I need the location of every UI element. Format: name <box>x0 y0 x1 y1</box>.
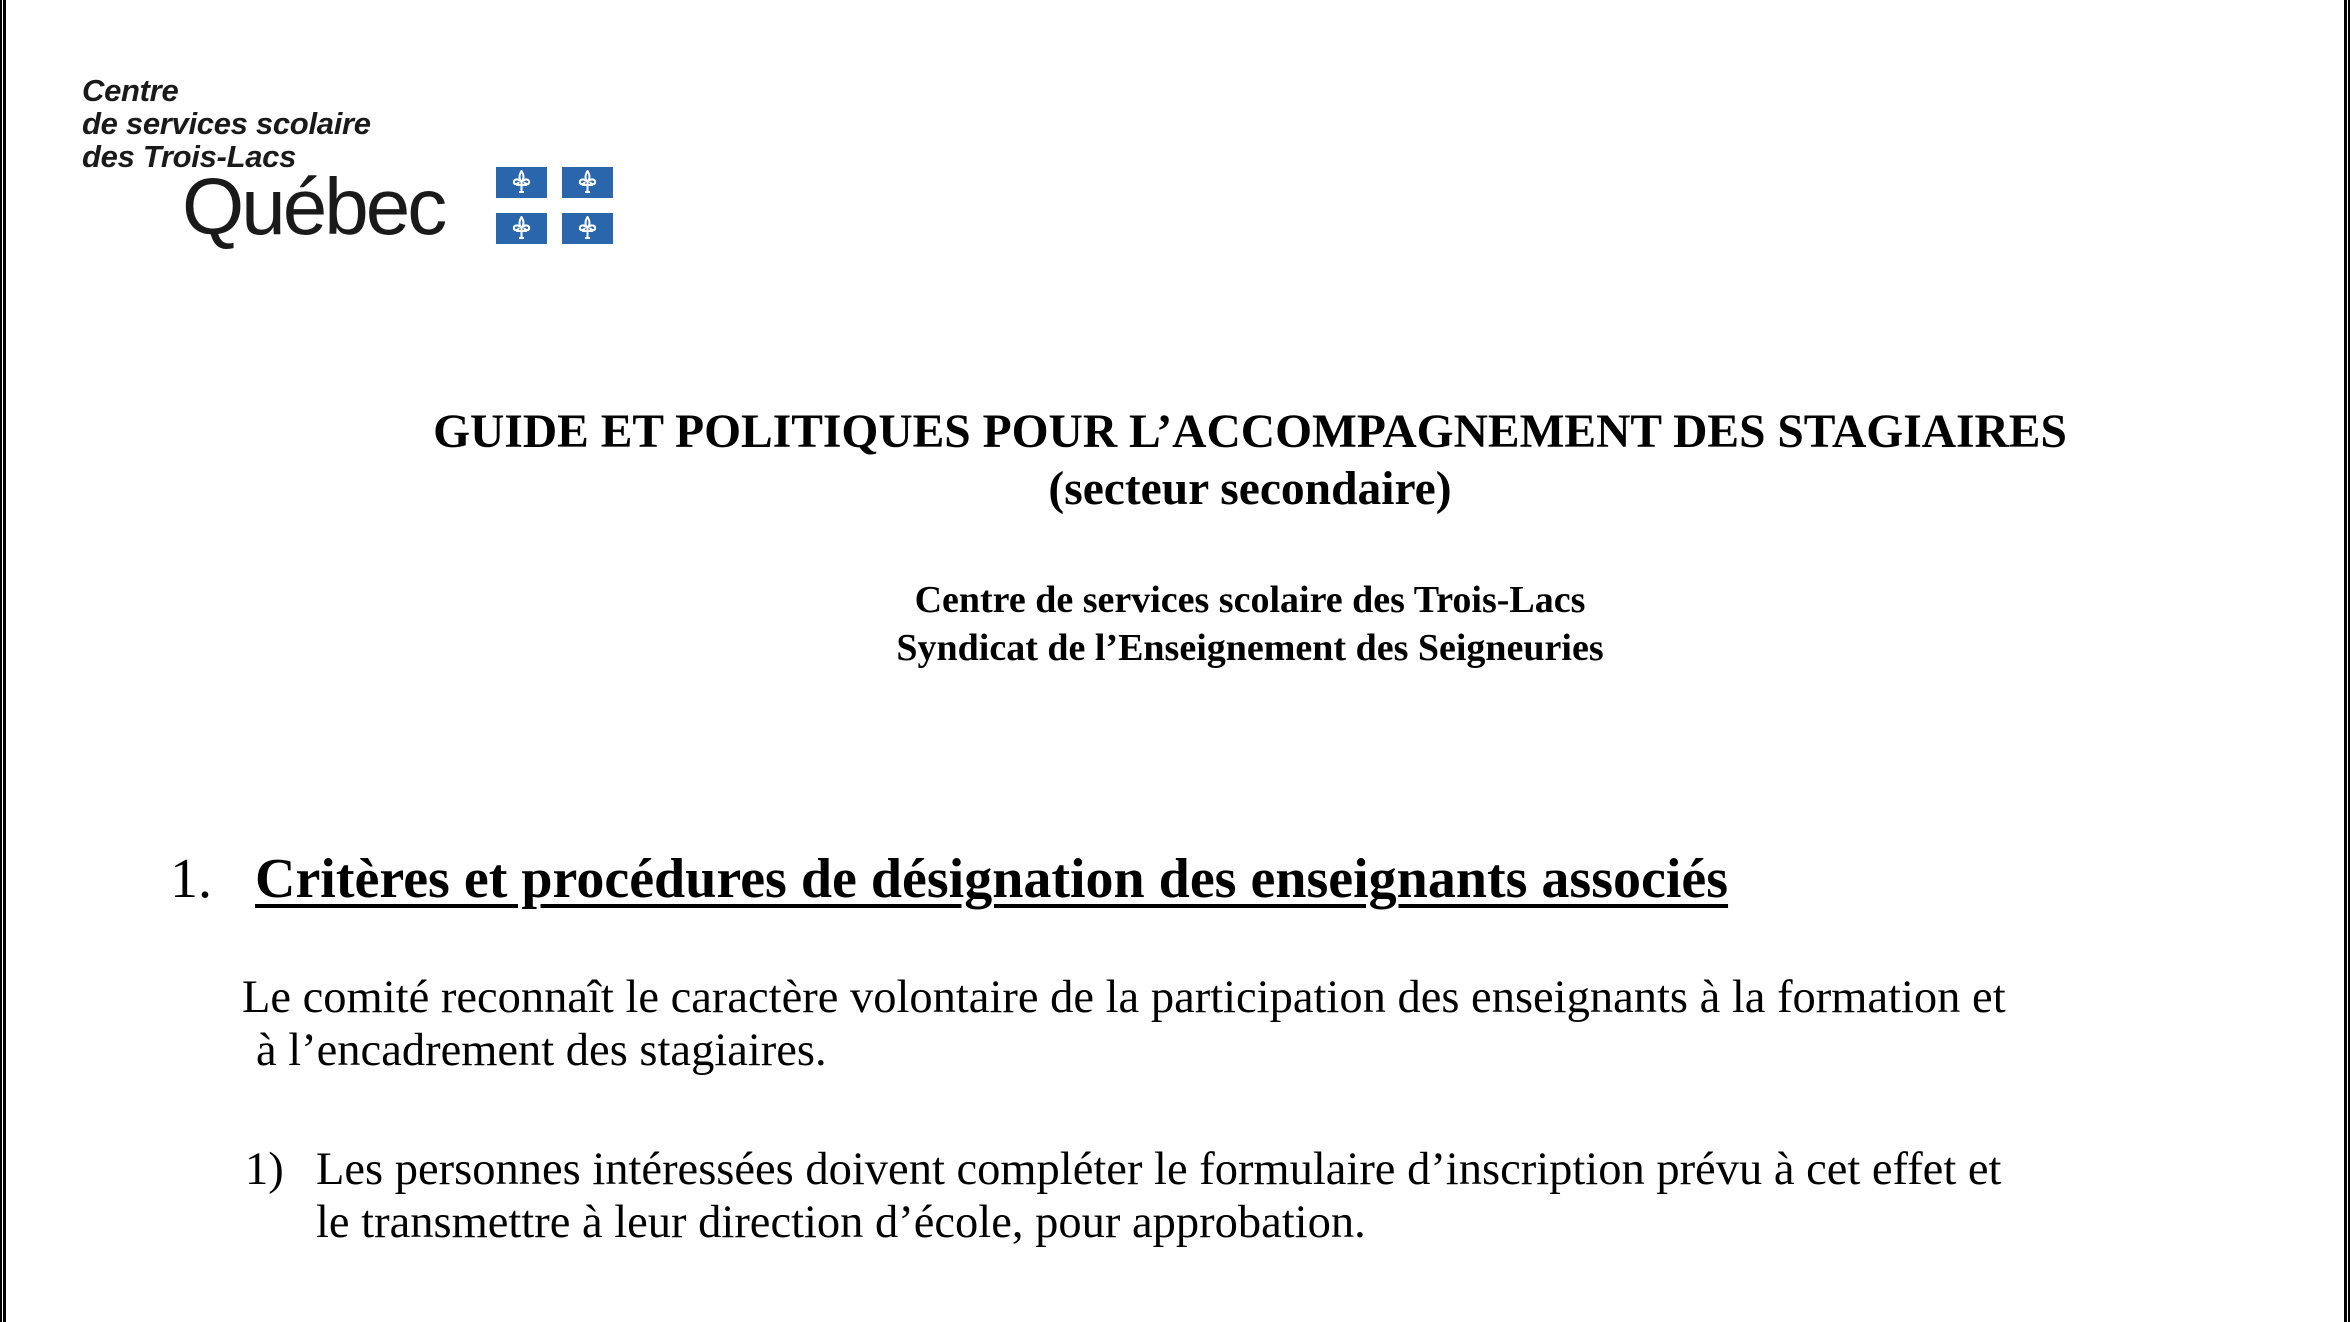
intro-paragraph-line-1: Le comité reconnaît le caractère volontaire de la participation des enseignants à la formation et <box>242 972 2006 1023</box>
logo-org-line-1: Centre <box>82 73 179 108</box>
logo-org-line-3: des Trois-Lacs <box>82 139 297 174</box>
organization-logo <box>78 66 638 276</box>
organization-name-union: Syndicat de l’Enseignement des Seigneuries <box>896 627 1604 669</box>
logo-wordmark: Québec <box>182 162 445 251</box>
document-subtitle: (secteur secondaire) <box>1048 463 1452 515</box>
section-number: 1. <box>170 848 212 910</box>
logo-org-line-2: de services scolaire <box>82 106 371 141</box>
fleur-de-lis-icon <box>562 213 613 244</box>
document-title: GUIDE ET POLITIQUES POUR L’ACCOMPAGNEMENT DES STAGIAIRES <box>433 406 2067 458</box>
section-title: Critères et procédures de désignation des enseignants associés <box>255 848 1729 910</box>
organization-name-school-board: Centre de services scolaire des Trois-Lacs <box>914 579 1586 621</box>
list-item-number: 1) <box>245 1144 284 1195</box>
fleur-de-lis-icon <box>496 167 547 198</box>
list-item-line-1: Les personnes intéressées doivent compléter le formulaire d’inscription prévu à cet effet et <box>316 1144 2002 1195</box>
fleur-de-lis-icon <box>562 167 613 198</box>
fleur-de-lis-icon <box>496 213 547 244</box>
intro-paragraph-line-2: à l’encadrement des stagiaires. <box>256 1025 827 1076</box>
list-item-line-2: le transmettre à leur direction d’école, pour approbation. <box>316 1197 1366 1248</box>
